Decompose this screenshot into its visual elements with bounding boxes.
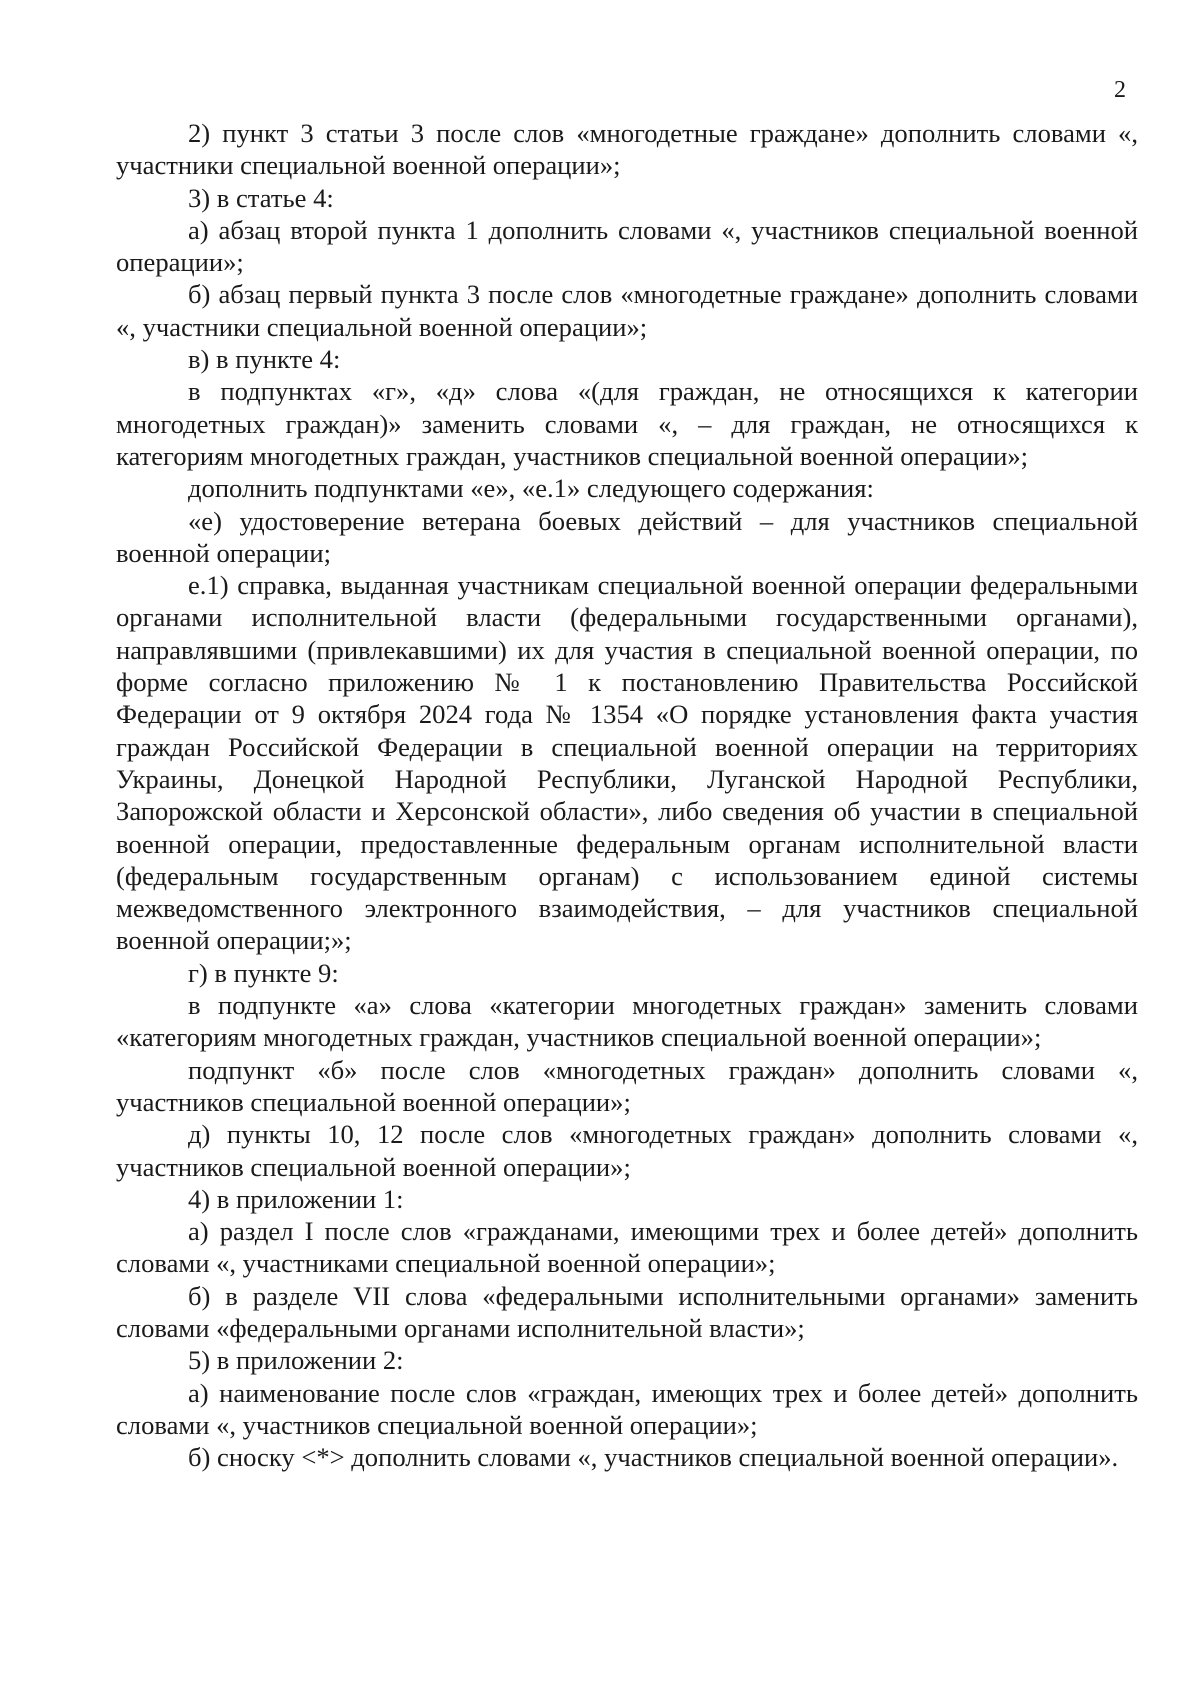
- paragraph: б) в разделе VII слова «федеральными исполнительными органами» заменить словами «федеральными органами исполнительной власти»;: [116, 1280, 1138, 1343]
- paragraph: б) сноску <*> дополнить словами «, участников специальной военной операции».: [188, 1442, 1119, 1473]
- paragraph: 4) в приложении 1:: [188, 1183, 404, 1214]
- paragraph: г) в пункте 9:: [188, 957, 339, 988]
- paragraph: б) абзац первый пункта 3 после слов «многодетные граждане» дополнить словами «, участники специальной военной операции»;: [116, 279, 1138, 342]
- paragraph: 2) пункт 3 статьи 3 после слов «многодетные граждане» дополнить словами «, участники специальной военной операции»;: [116, 118, 1138, 181]
- paragraph: в подпункте «а» слова «категории многодетных граждан» заменить словами «категориям многодетных граждан, участников специальной военной операции»;: [116, 990, 1138, 1053]
- paragraph: «е) удостоверение ветерана боевых действий – для участников специальной военной операции;: [116, 505, 1138, 568]
- document-body: [116, 117, 1138, 1473]
- paragraph: 3) в статье 4:: [188, 182, 334, 213]
- paragraph: в) в пункте 4:: [188, 344, 341, 375]
- paragraph: а) абзац второй пункта 1 дополнить словами «, участников специальной военной операции»;: [116, 214, 1138, 278]
- paragraph: 5) в приложении 2:: [188, 1345, 404, 1376]
- paragraph: подпункт «б» после слов «многодетных граждан» дополнить словами «, участников специальной военной операции»;: [116, 1054, 1138, 1117]
- paragraph: д) пункты 10, 12 после слов «многодетных граждан» дополнить словами «, участников специальной военной операции»;: [116, 1119, 1138, 1182]
- paragraph: е.1) справка, выданная участникам специальной военной операции федеральными органами исполнительной власти (федеральными государственными органами), направлявшими (привлекавшими) их для участия в специальной военной операции, по форме согласно приложению № 1 к постановлению Правительства Российской Федерации от 9 октября 2024 года № 1354 «О порядке установления факта участия граждан Российской Федерации в специальной военной операции на территориях Украины, Донецкой Народной Республики, Луганской Народной Республики, Запорожской области и Херсонской области», либо сведения об участии в специальной военной операции, предоставленные федеральным органам исполнительной власти (федеральным государственным органам) с использованием единой системы межведомственного электронного взаимодействия, – для участников специальной военной операции;»;: [116, 570, 1138, 956]
- paragraph: дополнить подпунктами «е», «е.1» следующего содержания:: [188, 473, 874, 504]
- page-number: 2: [1114, 77, 1126, 103]
- paragraph: а) наименование после слов «граждан, имеющих трех и более детей» дополнить словами «, участников специальной военной операции»;: [116, 1377, 1138, 1440]
- paragraph: в подпунктах «г», «д» слова «(для граждан, не относящихся к категории многодетных граждан)» заменить словами «, – для граждан, не относящихся к категориям многодетных граждан, участников специальной военной операции»;: [116, 376, 1138, 471]
- paragraph: а) раздел I после слов «гражданами, имеющими трех и более детей» дополнить словами «, участниками специальной военной операции»;: [116, 1216, 1138, 1279]
